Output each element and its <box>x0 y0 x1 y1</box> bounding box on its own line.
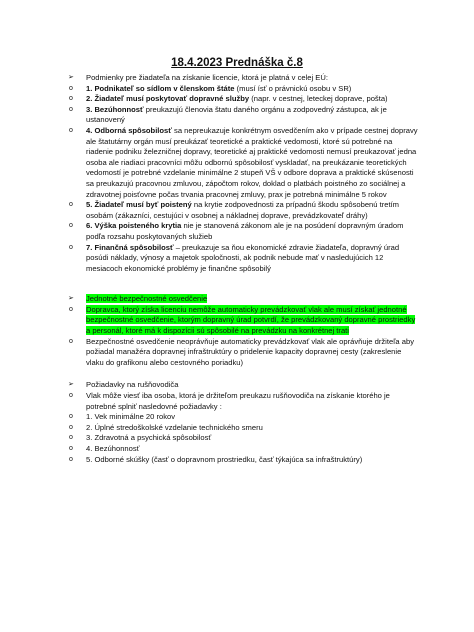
circle-bullet-icon: o <box>69 201 73 209</box>
circle-bullet-icon: o <box>69 455 73 463</box>
list-item-highlighted: o Dopravca, ktorý získa licenciu nemôže automaticky prevádzkovať vlak ale musí získať jednotné bezpečnostné osvedčenie, ktorým dopravný úrad potvrdí, že prevádzkovaný dopravné prostriedky a personál, ktoré má k dispozícii sú spôsobilé na prevádzku na konkrétnej trati <box>69 304 416 336</box>
circle-bullet-icon: o <box>69 413 73 421</box>
list-item: o Vlak môže viesť iba osoba, ktorá je držiteľom preukazu rušňovodiča na získanie ktorého je potrebné splniť nasledovné požiadavky : <box>69 391 390 411</box>
circle-bullet-icon: o <box>69 392 73 400</box>
circle-bullet-icon: o <box>69 337 73 345</box>
arrow-bullet-icon: ➢ <box>68 74 74 81</box>
document-body <box>68 73 418 465</box>
list-item: o 5. Žiadateľ musí byť poistený na krytie zodpovednosti za prípadnú škodu spôsobenú tretím osobám (zákazníci, cestujúci v osobnej a nákladnej doprave, prevádzkovateľ dráhy) <box>69 200 400 220</box>
list-item: o 1. Podnikateľ so sídlom v členskom štáte (musí ísť o právnickú osobu v SR) <box>69 83 352 93</box>
circle-bullet-icon: o <box>69 95 73 103</box>
arrow-bullet-icon: ➢ <box>68 381 74 389</box>
list-item: o 2. Žiadateľ musí poskytovať dopravné služby (napr. v cestnej, leteckej doprave, pošta) <box>69 94 388 104</box>
circle-bullet-icon: o <box>69 434 73 442</box>
section-heading-driver-requirements: ➢ Požiadavky na rušňovodiča <box>68 380 179 390</box>
list-item: o 4. Bezúhonnosť <box>69 444 140 453</box>
list-item: o 1. Vek minimálne 20 rokov <box>69 412 176 422</box>
list-item: o 2. Úplné stredoškolské vzdelanie technického smeru <box>69 422 263 432</box>
section-heading-safety-certificate: ➢ Jednotné bezpečnostné osvedčenie <box>68 294 208 304</box>
list-item: o 3. Bezúhonnosť preukazujú členovia štatu daného orgánu a zodpovedný zástupca, ak je ustanovený <box>69 104 387 125</box>
circle-bullet-icon: o <box>69 445 73 452</box>
list-item: o 7. Finančná spôsobilosť – preukazuje sa ňou ekonomické zdravie žiadateľa, dopravný úrad posúdi náklady, výnosy a majetok spoločnosti, ak podnik nebude mať v nasledujúcich 12 mesiacoch ekonomické problémy je finančne spôsobilý <box>69 242 400 273</box>
page-title: 18.4.2023 Prednáška č.8 <box>171 57 303 69</box>
list-item: o 4. Odborná spôsobilosť sa nepreukazuje konkrétnym osvedčením ako v prípade cestnej dopravy ale štatutárny orgán musí preukázať teoretické a praktické vedomosti, ktoré sú potrebné na riadenie podniku železničnej dopravy, teoretické aj praktické vedomosti nemusí preukazovať jedna osoba ale riadiaci pracovníci môžu odbornú spôsobilosť vyskladať, na preukázanie teoretických vedomostí je potrebné vzdelanie minimálne 2 stupeň VŠ v odbore doprava a praktické skúsenosti sa preukazujú pracovnou zmluvou, zápočtom rokov, doklad o platbách poistného zo sociálnej a zdravotnej poisťovne počas trvania pracovnej zmluvy, prax je potrebná minimálne 5 rokov <box>69 125 418 199</box>
circle-bullet-icon: o <box>69 243 73 251</box>
circle-bullet-icon: o <box>69 126 73 134</box>
arrow-bullet-icon: ➢ <box>68 295 74 303</box>
circle-bullet-icon: o <box>69 423 73 431</box>
circle-bullet-icon: o <box>69 222 73 230</box>
circle-bullet-icon: o <box>69 84 73 92</box>
list-item: o 5. Odborné skúšky (časť o dopravnom prostriedku, časť týkajúca sa infraštruktúry) <box>69 454 363 464</box>
circle-bullet-icon: o <box>69 305 73 313</box>
list-item: o Bezpečnostné osvedčenie neoprávňuje automaticky prevádzkovať vlak ale oprávňuje držiteľa aby požiadal manažéra dopravnej infraštruktúry o pridelenie kapacity dopravnej cesty (zakreslenie vlaku do grafikonu alebo cestovného poriadku) <box>69 336 414 367</box>
section-heading-licensing: ➢ Podmienky pre žiadateľa na získanie licencie, ktorá je platná v celej EÚ: <box>68 73 328 82</box>
list-item: o 6. Výška poisteného krytia nie je stanovená zákonom ale je na posúdení dopravným úradom podľa rozsahu poskytovaných služieb <box>69 221 404 241</box>
circle-bullet-icon: o <box>69 105 73 113</box>
list-item: o 3. Zdravotná a psychická spôsobilosť <box>69 433 212 443</box>
